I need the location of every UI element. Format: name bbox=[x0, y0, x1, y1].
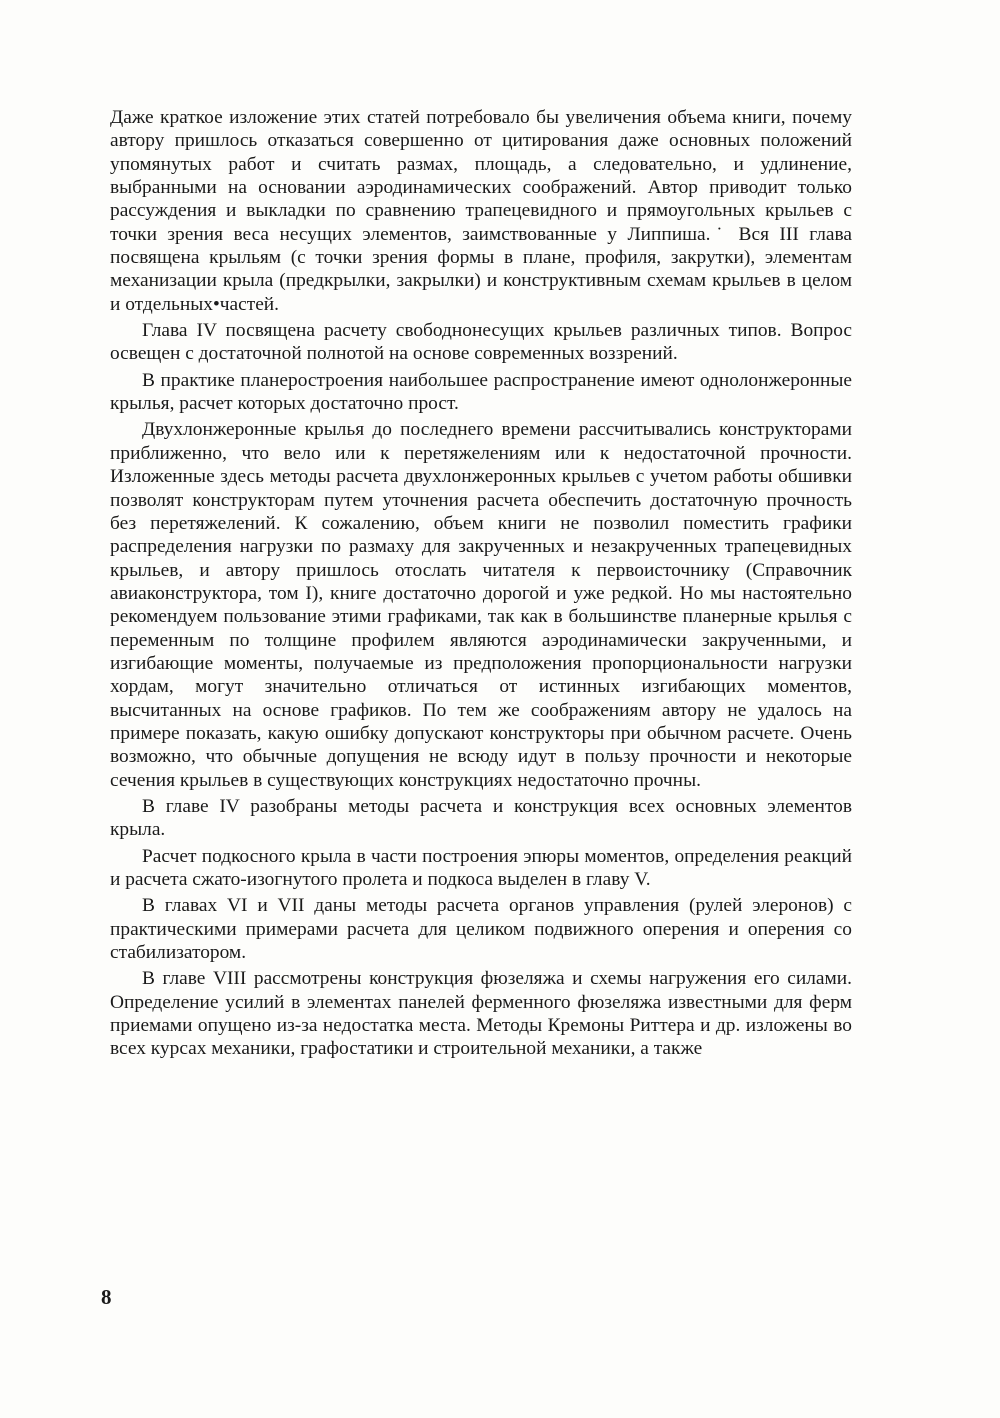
paragraph-3: В практике планеростроения наибольшее распространение имеют однолонжеронные крылья, расчет которых достаточно прост. bbox=[110, 369, 852, 415]
paragraph-2: Глава IV посвящена расчету свободнонесущих крыльев различных типов. Вопрос освещен с достаточной полнотой на основе современных воззрений. bbox=[110, 320, 852, 365]
body-text bbox=[110, 106, 852, 1061]
page-number: 8 bbox=[101, 1285, 112, 1309]
paragraph-1: Даже краткое изложение этих статей потребовало бы увеличения объема книги, почему автору пришлось отказаться совершенно от цитирования даже основных положений упомянутых работ и считать размах, площадь, а следовательно, и удлинение, выбранными на основании аэродинамических соображений. Автор приводит только рассуждения и выкладки по сравнению трапецевидного и прямоугольных крыльев с точки зрения веса несущих элементов, заимствованные у Липпиша.˙ Вся III глава посвящена крыльям (с точки зрения формы в плане, профиля, закрутки), элементам механизации крыла (предкрылки, закрылки) и конструктивным схемам крыльев в целом и отдельных•частей. bbox=[110, 107, 852, 315]
paragraph-5: В главе IV разобраны методы расчета и конструкция всех основных элементов крыла. bbox=[110, 795, 852, 841]
paragraph-7: В главах VI и VII даны методы расчета органов управления (рулей элеронов) с практическими примерами расчета для целиком подвижного оперения и оперения со стабилизатором. bbox=[110, 895, 852, 964]
paragraph-6: Расчет подкосного крыла в части построения эпюры моментов, определения реакций и расчета сжато-изогнутого пролета и подкоса выделен в главу V. bbox=[110, 845, 852, 890]
paragraph-4: Двухлонжеронные крылья до последнего времени рассчитывались конструкторами приближенно, что вело или к перетяжелениям или к недостаточной прочности. Изложенные здесь методы расчета двухлонжеронных крыльев с учетом работы обшивки позволят конструкторам путем уточнения расчета обеспечить достаточную прочность без перетяжелений. К сожалению, объем книги не позволил поместить графики распределения нагрузки по размаху для закрученных и незакрученных трапецевидных крыльев, и автору пришлось отослать читателя к первоисточнику (Справочник авиаконструктора, том I), книге достаточно дорогой и уже редкой. Но мы настоятельно рекомендуем пользование этими графиками, так как в большинстве планерные крылья с переменным по толщине профилем являются аэродинамически закрученными, и изгибающие моменты, получаемые из предположения пропорциональности нагрузки хордам, могут значительно отличаться от истинных изгибающих моментов, высчитанных на основе графиков. По тем же соображениям автору не удалось на примере показать, какую ошибку допускают конструкторы при обычном расчете. Очень возможно, что обычные допущения не всюду идут в пользу прочности и некоторые сечения крыльев в существующих конструкциях недостаточно прочны. bbox=[110, 419, 852, 791]
paragraph-8: В главе VIII рассмотрены конструкция фюзеляжа и схемы нагружения его силами. Определение усилий в элементах панелей ферменного фюзеляжа известными для ферм приемами опущено из-за недостатка места. Методы Кремоны Риттера и др. изложены во всех курсах механики, графостатики и строительной механики, а также bbox=[110, 968, 852, 1060]
